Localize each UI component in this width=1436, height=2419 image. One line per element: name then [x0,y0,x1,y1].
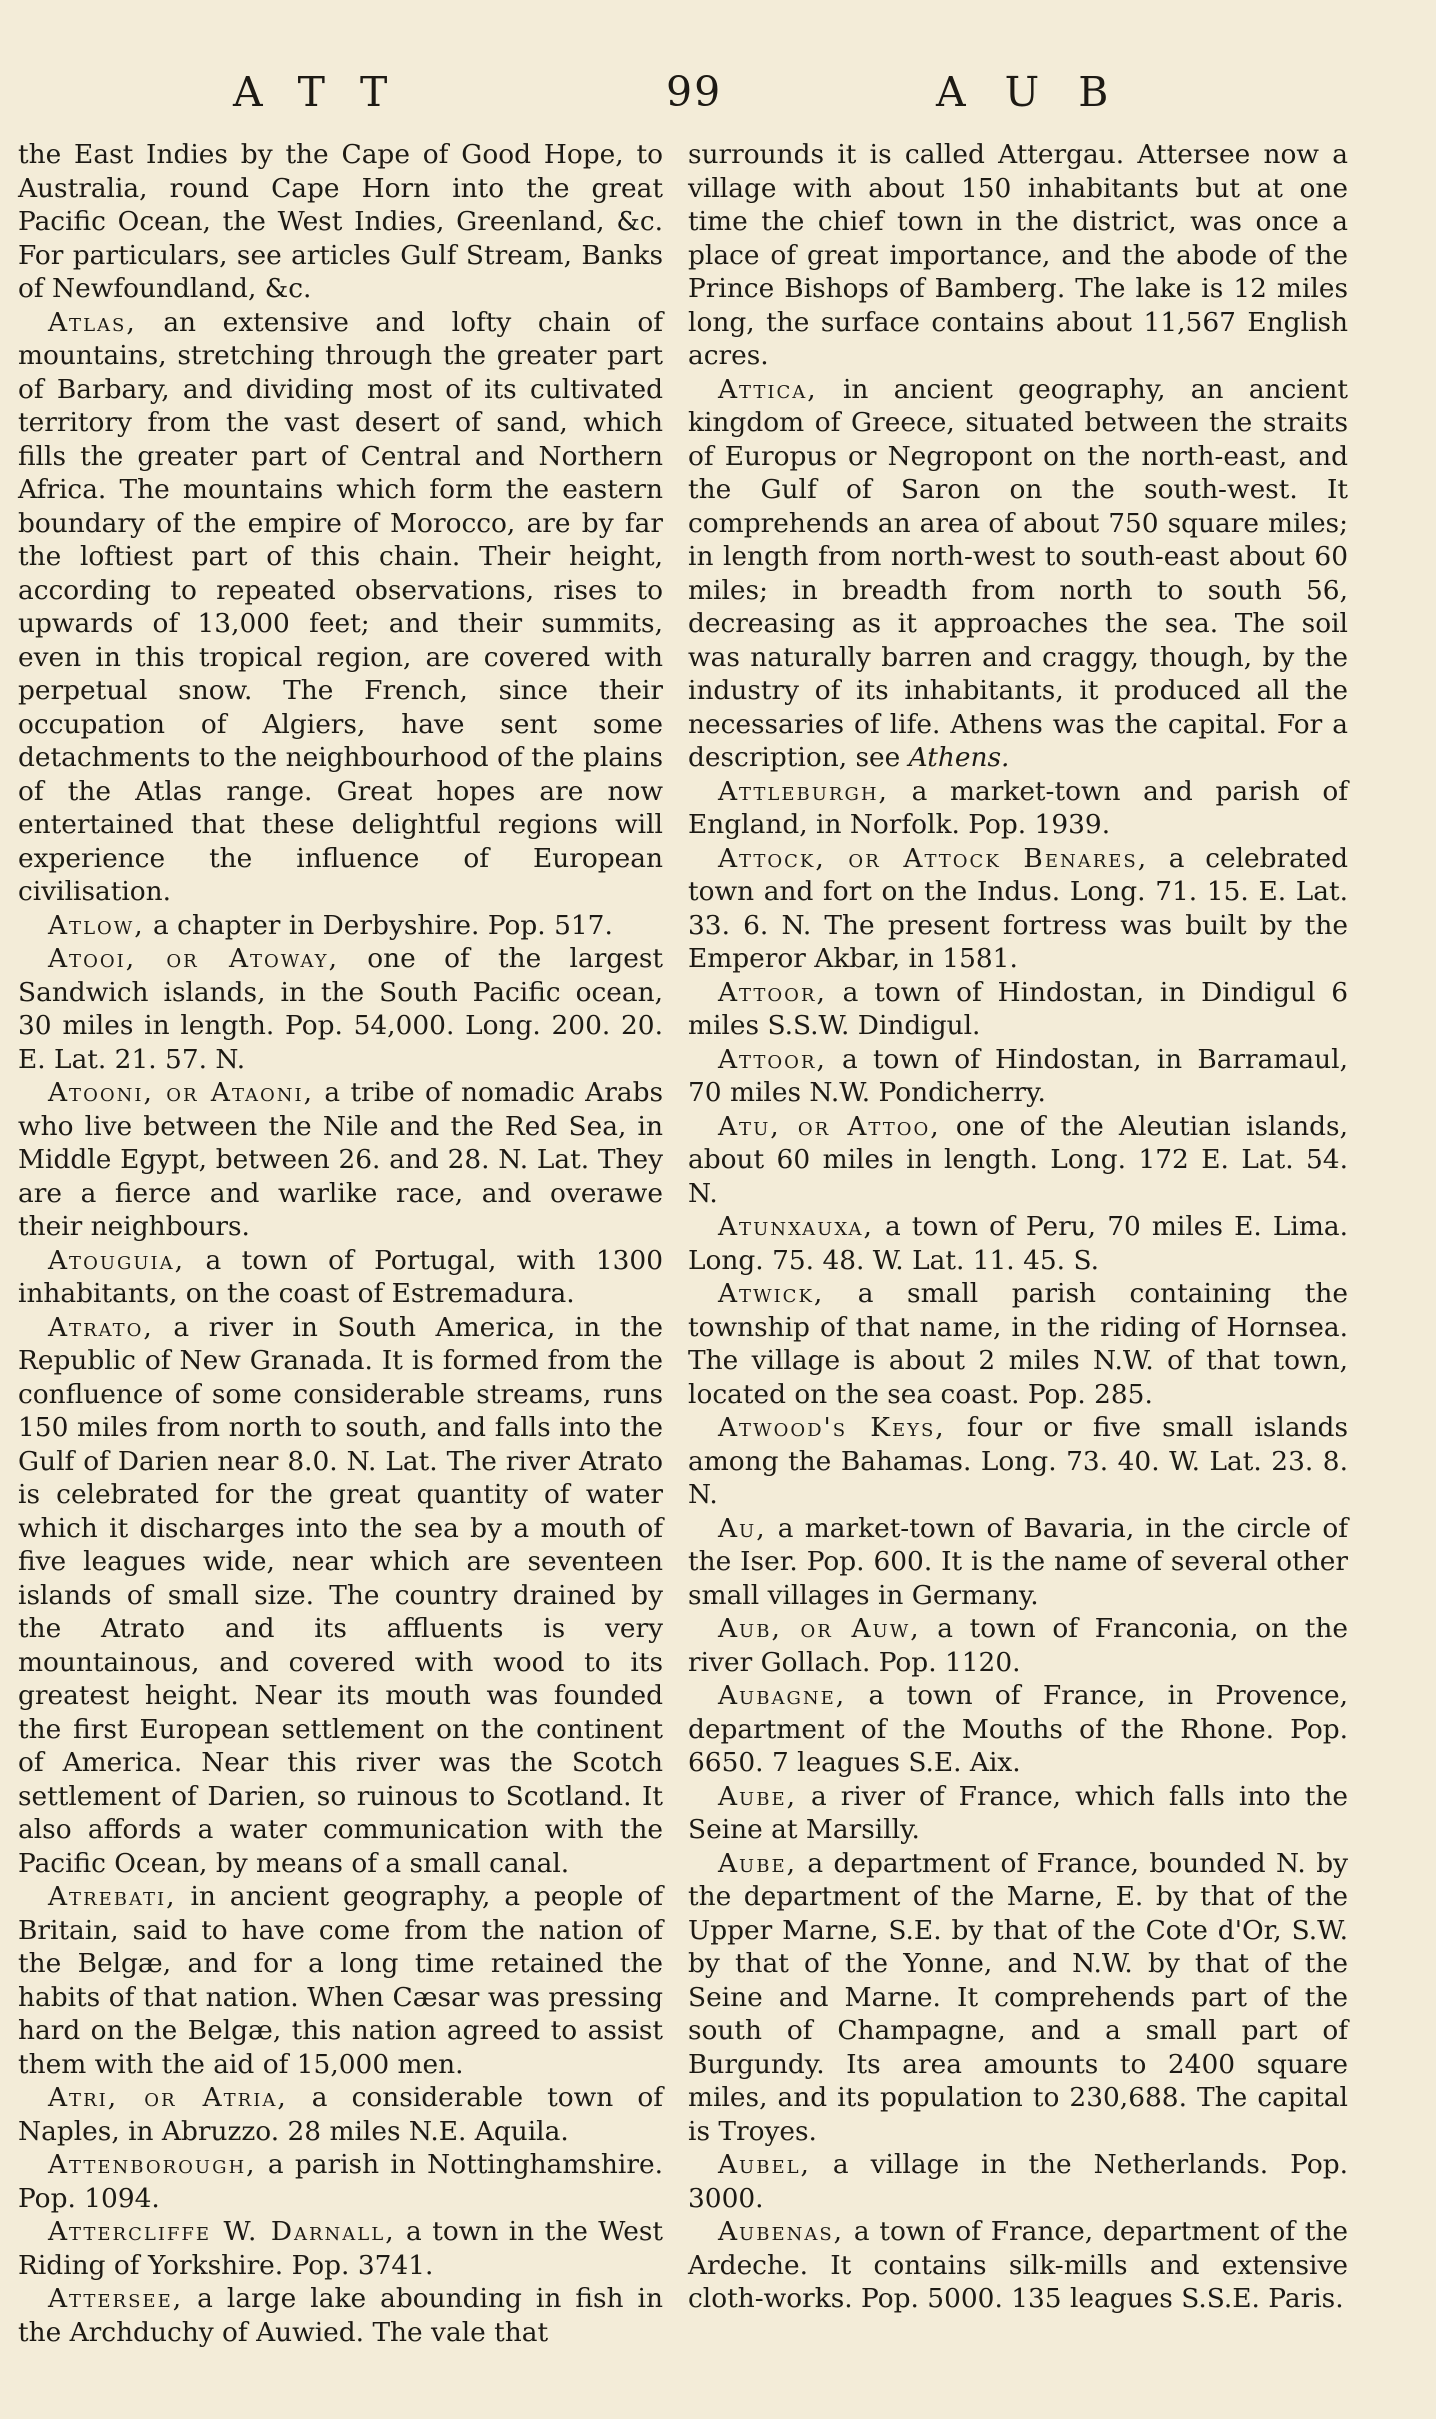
entry-headword: Atooni, or Ataoni, [48,1077,314,1108]
entry-text: a town of France, in Provence, department of the Mouths of the Rhone. Pop. 6650. 7 leagues S.E. Aix. [688,1680,1348,1778]
gazetteer-entry [688,1679,1348,1780]
entry-text: a large lake abounding in fish in the Archduchy of Auwied. The vale that [18,2283,663,2348]
entry-text: a chapter in Derbyshire. Pop. 517. [144,909,613,941]
gazetteer-entry [688,1043,1348,1110]
entry-text: a town of Hindostan, in Barramaul, 70 miles N.W. Pondicherry. [688,1043,1348,1108]
entry-headword: Atri, or Atria, [48,2082,288,2113]
gazetteer-entry [688,1110,1348,1211]
right-column [688,138,1348,2316]
entry-headword: Aub, or Auw, [718,1613,921,1644]
continued-text [18,138,663,306]
gazetteer-entry [18,1076,663,1244]
entry-headword: Atlow, [48,909,145,941]
gazetteer-entry [18,2148,663,2215]
entry-headword: Atunxauxa, [718,1211,874,1242]
gazetteer-entry [18,909,663,943]
gazetteer-entry [18,1311,663,1881]
gazetteer-entry [688,976,1348,1043]
entry-text: a market-town and parish of England, in Norfolk. Pop. 1939. [688,775,1348,840]
entry-headword: Aubagne, [718,1680,847,1711]
gazetteer-entry [688,373,1348,775]
entry-headword: Atwood's Keys, [718,1412,946,1443]
gazetteer-entry [18,1244,663,1311]
entry-headword: Attersee, [48,2283,184,2314]
entry-headword: Aubenas, [718,2216,845,2247]
entry-text: a town of Franconia, on the river Gollach. Pop. 1120. [688,1613,1348,1678]
entry-text: a town of Peru, 70 miles E. Lima. Long. 75. 48. W. Lat. 11. 45. S. [688,1211,1348,1276]
entry-headword: Atlas, [48,306,137,338]
entry-headword: Atu, or Attoo, [718,1110,941,1142]
gazetteer-entry [688,1512,1348,1613]
entry-text: a village in the Netherlands. Pop. 3000. [688,2149,1348,2214]
entry-text: four or five small islands among the Bahamas. Long. 73. 40. W. Lat. 23. 8. N. [688,1412,1348,1510]
entry-headword: Attock, or Attock Benares, [718,842,1149,874]
entry-text: in ancient geography, an ancient kingdom of Greece, situated between the straits of Europus or Negropont on the north-east, and the Gulf of Saron on the south-west. It comprehends an area of about 750 square miles; in length from north-west to south-east about 60 miles; in breadth from north to south 56, decreasing as it approaches the sea. The soil was naturally barren and craggy, though, by the industry of its inhabitants, it produced all the necessaries of life. Athens was the capital. For a description, see [688,373,1348,773]
gazetteer-entry [688,1411,1348,1512]
cross-reference: Athens. [908,742,1010,773]
gazetteer-entry [688,2148,1348,2215]
entry-headword: Attenborough, [48,2149,257,2180]
gazetteer-entry [688,1612,1348,1679]
entry-text: a parish in Nottinghamshire. Pop. 1094. [18,2149,663,2214]
page-number: 99 [666,68,723,116]
gazetteer-entry [18,2282,663,2349]
header-right-catchword: A U B [936,68,1111,116]
gazetteer-entry [688,1277,1348,1411]
entry-text: a considerable town of Naples, in Abruzzo. 28 miles N.E. Aquila. [18,2082,663,2147]
entry-headword: Atouguia, [48,1244,186,1276]
entry-headword: Atrebati, [48,1881,177,1912]
header-left-catchword: A T T [233,68,390,116]
left-column [18,138,663,2349]
entry-headword: Au, [718,1512,767,1544]
entry-text: a river in South America, in the Republic of New Granada. It is formed from the confluence of some considerable streams, runs 150 miles from north to south, and falls into the Gulf of Darien near 8.0. N. Lat. The river Atrato is celebrated for the great quantity of water which it discharges into the sea by a mouth of five leagues wide, near which are seventeen islands of small size. The country drained by the Atrato and its affluents is very mountainous, and covered with wood to its greatest height. Near its mouth was founded the first European settlement on the continent of America. Near this river was the Scotch settlement of Darien, so ruinous to Scotland. It also affords a water communication with the Pacific Ocean, by means of a small canal. [18,1311,663,1879]
gazetteer-entry [688,775,1348,842]
entry-headword: Atooi, or Atoway, [48,943,339,974]
gazetteer-entry [688,1847,1348,2149]
entry-text: in ancient geography, a people of Britain, said to have come from the nation of the Belgæ, and for a long time retained the habits of that nation. When Cæsar was pressing hard on the Belgæ, this nation agreed to assist them with the aid of 15,000 men. [18,1881,663,2080]
continued-text [688,138,1348,373]
gazetteer-entry [18,1880,663,2081]
entry-text: a department of France, bounded N. by the department of the Marne, E. by that of the Upper Marne, S.E. by that of the Cote d'Or, S.W. by that of the Yonne, and N.W. by that of the Seine and Marne. It comprehends part of the south of Champagne, and a small part of Burgundy. Its area amounts to 2400 square miles, and its population to 230,688. The capital is Troyes. [688,1847,1348,2147]
entry-text: a town of Portugal, with 1300 inhabitants, on the coast of Estremadura. [18,1244,663,1309]
gazetteer-entry [18,2215,663,2282]
entry-text: a tribe of nomadic Arabs who live between the Nile and the Red Sea, in Middle Egypt, between 26. and 28. N. Lat. They are a fierce and warlike race, and overawe their neighbours. [18,1077,663,1242]
gazetteer-entry [688,1780,1348,1847]
entry-text: an extensive and lofty chain of mountains, stretching through the greater part of Barbary, and dividing most of its cultivated territory from the vast desert of sand, which fills the greater part of Central and Northern Africa. The mountains which form the eastern boundary of the empire of Morocco, are by far the loftiest part of this chain. Their height, according to repeated observations, rises to upwards of 13,000 feet; and their summits, even in this tropical region, are covered with perpetual snow. The French, since their occupation of Algiers, have sent some detachments to the neighbourhood of the plains of the Atlas range. Great hopes are now entertained that these delightful regions will experience the influence of European civilisation. [18,306,663,907]
gazetteer-entry [688,842,1348,976]
entry-text: one of the largest Sandwich islands, in the South Pacific ocean, 30 miles in length. Pop. 54,000. Long. 200. 20. E. Lat. 21. 57. N. [18,943,663,1075]
gazetteer-entry [18,306,663,909]
entry-text: a celebrated town and fort on the Indus. Long. 71. 15. E. Lat. 33. 6. N. The present fortress was built by the Emperor Akbar, in 1581. [688,842,1349,974]
gazetteer-entry [18,2081,663,2148]
entry-text: a market-town of Bavaria, in the circle of the Iser. Pop. 600. It is the name of several other small villages in Germany. [688,1512,1348,1611]
entry-headword: Atrato, [48,1311,154,1343]
entry-headword: Attercliffe W. Darnall, [48,2216,396,2247]
running-head [18,68,1436,130]
entry-text: a town in the West Riding of Yorkshire. Pop. 3741. [18,2216,664,2281]
entry-text: one of the Aleutian islands, about 60 miles in length. Long. 172 E. Lat. 54. N. [688,1110,1348,1209]
entry-headword: Attoor, [718,976,827,1008]
entry-headword: Aubel, [718,2149,811,2180]
entry-headword: Attoor, [718,1043,827,1075]
entry-text: a town of France, department of the Ardeche. It contains silk-mills and extensive cloth-works. Pop. 5000. 135 leagues S.S.E. Paris. [688,2216,1348,2314]
entry-text: surrounds it is called Attergau. Attersee now a village with about 150 inhabitants but at one time the chief town in the district, was once a place of great importance, and the abode of the Prince Bishops of Bamberg. The lake is 12 miles long, the surface contains about 11,567 English acres. [688,139,1348,371]
gazetteer-entry [688,1210,1348,1277]
entry-headword: Atwick, [718,1278,825,1309]
entry-headword: Aube, [718,1847,797,1879]
entry-text: a river of France, which falls into the Seine at Marsilly. [688,1780,1348,1845]
entry-headword: Aube, [718,1780,797,1812]
entry-text: the East Indies by the Cape of Good Hope, to Australia, round Cape Horn into the great Pacific Ocean, the West Indies, Greenland, &c. For particulars, see articles Gulf Stream, Banks of Newfoundland, &c. [18,139,663,304]
entry-text: a town of Hindostan, in Dindigul 6 miles S.S.W. Dindigul. [688,976,1348,1041]
entry-headword: Attleburgh, [718,775,889,807]
gazetteer-entry [18,942,663,1076]
entry-text: a small parish containing the township of that name, in the riding of Hornsea. The village is about 2 miles N.W. of that town, located on the sea coast. Pop. 285. [688,1278,1348,1410]
gazetteer-entry [688,2215,1348,2316]
entry-headword: Attica, [718,373,818,405]
